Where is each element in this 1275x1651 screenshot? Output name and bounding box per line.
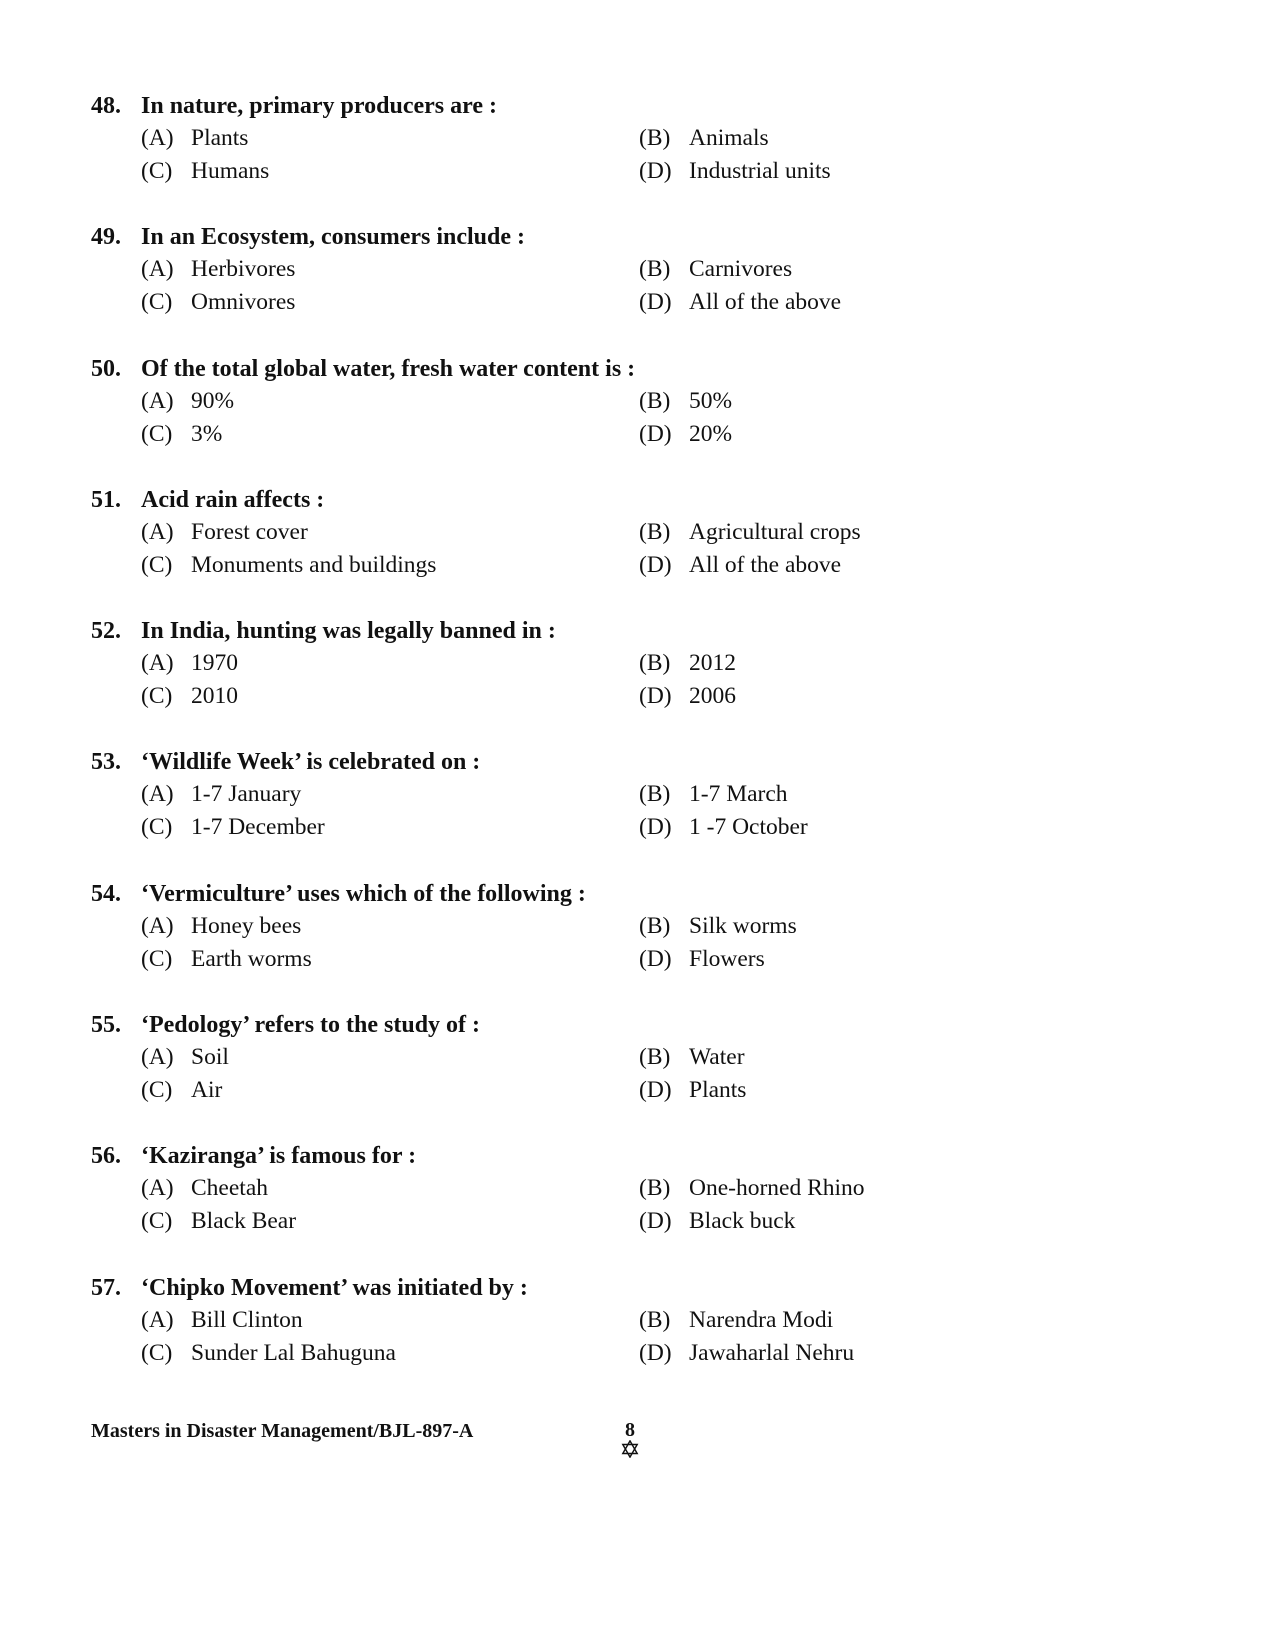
answer-option (141, 910, 639, 943)
question-text: In an Ecosystem, consumers include : (141, 224, 526, 251)
question-number: 55. (91, 1012, 121, 1039)
answer-option (141, 1074, 639, 1107)
option-letter: (D) (639, 1339, 672, 1366)
option-letter: (B) (639, 781, 671, 808)
answer-option (639, 385, 1039, 418)
question-number: 50. (91, 355, 121, 382)
question-heading (91, 91, 1191, 122)
answer-options (141, 122, 1191, 188)
option-letter: (A) (141, 1175, 174, 1202)
question-heading (91, 1141, 1191, 1172)
option-letter: (D) (639, 158, 672, 184)
option-letter: (D) (639, 945, 672, 972)
question-heading (91, 1010, 1191, 1041)
option-letter: (A) (141, 912, 174, 939)
answer-option (639, 1205, 1039, 1238)
question-heading (91, 222, 1191, 253)
option-letter: (A) (141, 387, 174, 414)
question-text: ‘Pedology’ refers to the study of : (141, 1012, 481, 1039)
option-letter: (C) (141, 1339, 173, 1366)
answer-option (639, 516, 1039, 549)
option-letter: (C) (141, 158, 173, 184)
question-text: ‘Vermiculture’ uses which of the following : (141, 880, 586, 907)
question-number: 56. (91, 1143, 121, 1170)
answer-option (141, 253, 639, 286)
option-text: Silk worms (689, 912, 797, 939)
question-text: ‘Wildlife Week’ is celebrated on : (141, 749, 481, 776)
question-item (91, 879, 1191, 1010)
option-text: Soil (191, 1044, 229, 1071)
answer-option (639, 1337, 1039, 1370)
option-text: Forest cover (191, 518, 308, 545)
option-text: Herbivores (191, 256, 296, 283)
question-heading (91, 1273, 1191, 1304)
option-letter: (A) (141, 650, 174, 677)
option-text: Air (191, 1077, 223, 1104)
answer-option (141, 811, 639, 844)
option-text: 2010 (191, 683, 238, 710)
answer-options (141, 1041, 1191, 1107)
answer-option (141, 155, 639, 188)
question-item (91, 1273, 1191, 1404)
answer-option (639, 549, 1039, 582)
answer-option (141, 680, 639, 713)
option-letter: (A) (141, 256, 174, 283)
option-text: All of the above (689, 289, 842, 316)
question-text: Of the total global water, fresh water content is : (141, 355, 636, 382)
question-item (91, 1141, 1191, 1272)
option-letter: (C) (141, 289, 173, 316)
option-text: Jawaharlal Nehru (689, 1339, 855, 1366)
answer-option (141, 647, 639, 680)
question-text: ‘Chipko Movement’ was initiated by : (141, 1274, 528, 1301)
option-text: Flowers (689, 945, 765, 972)
footer-code: Masters in Disaster Management/BJL-897-A (91, 1420, 474, 1442)
answer-option (141, 778, 639, 811)
answer-option (639, 1172, 1039, 1205)
answer-option (639, 286, 1039, 319)
answer-option (141, 516, 639, 549)
option-text: Agricultural crops (689, 518, 861, 545)
option-letter: (D) (639, 420, 672, 447)
question-number: 53. (91, 749, 121, 776)
answer-option (141, 1337, 639, 1370)
answer-option (639, 778, 1039, 811)
option-letter: (B) (639, 1175, 671, 1202)
answer-option (639, 647, 1039, 680)
answer-option (141, 1205, 639, 1238)
answer-options (141, 253, 1191, 319)
answer-options (141, 1304, 1191, 1370)
option-text: Black Bear (191, 1208, 297, 1235)
answer-option (639, 155, 1039, 188)
option-text: Animals (689, 125, 769, 151)
option-text: 1-7 December (191, 814, 325, 841)
answer-options (141, 1172, 1191, 1238)
option-text: 50% (689, 387, 733, 414)
page-number: 8 (625, 1419, 635, 1441)
option-text: 20% (689, 420, 733, 447)
option-letter: (A) (141, 1044, 174, 1071)
option-letter: (D) (639, 683, 672, 710)
option-text: Plants (689, 1077, 747, 1104)
answer-option (141, 1172, 639, 1205)
option-text: Sunder Lal Bahuguna (191, 1339, 396, 1366)
question-heading (91, 354, 1191, 385)
answer-option (639, 1041, 1039, 1074)
question-text: Acid rain affects : (141, 486, 325, 513)
answer-option (639, 1074, 1039, 1107)
option-letter: (D) (639, 289, 672, 316)
answer-option (141, 549, 639, 582)
option-letter: (B) (639, 1044, 671, 1071)
answer-option (639, 1304, 1039, 1337)
option-text: All of the above (689, 551, 842, 578)
option-text: Honey bees (191, 912, 302, 939)
question-number: 52. (91, 618, 121, 645)
option-text: Industrial units (689, 158, 831, 184)
question-item (91, 1010, 1191, 1141)
answer-option (141, 418, 639, 451)
question-text: ‘Kaziranga’ is famous for : (141, 1143, 417, 1170)
option-text: One-horned Rhino (689, 1175, 865, 1202)
option-text: 1-7 January (191, 781, 302, 808)
option-text: 2012 (689, 650, 736, 677)
question-item (91, 616, 1191, 747)
answer-option (639, 811, 1039, 844)
answer-option (141, 385, 639, 418)
question-list (91, 91, 1191, 1404)
option-text: Cheetah (191, 1175, 268, 1202)
answer-options (141, 910, 1191, 976)
option-letter: (C) (141, 814, 173, 841)
option-text: Omnivores (191, 289, 296, 316)
answer-option (639, 910, 1039, 943)
option-letter: (C) (141, 683, 173, 710)
option-letter: (C) (141, 945, 173, 972)
option-text: 1 -7 October (689, 814, 808, 841)
question-number: 51. (91, 486, 121, 513)
question-heading (91, 485, 1191, 516)
option-letter: (D) (639, 1077, 672, 1104)
option-letter: (B) (639, 650, 671, 677)
option-letter: (B) (639, 256, 671, 283)
question-heading (91, 616, 1191, 647)
option-text: Bill Clinton (191, 1306, 303, 1333)
question-number: 48. (91, 93, 121, 119)
option-letter: (C) (141, 1077, 173, 1104)
option-text: Humans (191, 158, 270, 184)
question-item (91, 747, 1191, 878)
option-letter: (A) (141, 125, 174, 151)
option-letter: (B) (639, 1306, 671, 1333)
option-text: Narendra Modi (689, 1306, 834, 1333)
option-letter: (A) (141, 781, 174, 808)
question-heading (91, 747, 1191, 778)
option-text: 1-7 March (689, 781, 788, 808)
answer-option (639, 253, 1039, 286)
option-text: Black buck (689, 1208, 796, 1235)
answer-option (141, 122, 639, 155)
option-letter: (D) (639, 814, 672, 841)
answer-option (639, 122, 1039, 155)
answer-option (639, 943, 1039, 976)
option-letter: (C) (141, 551, 173, 578)
star-of-david-icon (621, 1440, 639, 1458)
answer-options (141, 647, 1191, 713)
option-text: 2006 (689, 683, 736, 710)
answer-option (141, 286, 639, 319)
question-number: 54. (91, 880, 121, 907)
question-text: In India, hunting was legally banned in : (141, 618, 556, 645)
answer-option (141, 943, 639, 976)
option-letter: (B) (639, 518, 671, 545)
option-letter: (D) (639, 1208, 672, 1235)
answer-option (141, 1041, 639, 1074)
option-letter: (C) (141, 1208, 173, 1235)
answer-option (141, 1304, 639, 1337)
question-text: In nature, primary producers are : (141, 93, 497, 119)
option-letter: (B) (639, 912, 671, 939)
option-letter: (C) (141, 420, 173, 447)
option-letter: (B) (639, 387, 671, 414)
option-text: Carnivores (689, 256, 793, 283)
question-number: 49. (91, 224, 121, 251)
answer-option (639, 418, 1039, 451)
option-text: 3% (191, 420, 223, 447)
answer-options (141, 516, 1191, 582)
option-text: Water (689, 1044, 745, 1071)
option-text: Plants (191, 125, 249, 151)
question-heading (91, 879, 1191, 910)
option-text: 1970 (191, 650, 238, 677)
option-text: Earth worms (191, 945, 312, 972)
option-letter: (B) (639, 125, 671, 151)
question-number: 57. (91, 1274, 121, 1301)
option-letter: (A) (141, 1306, 174, 1333)
option-text: 90% (191, 387, 235, 414)
question-item (91, 485, 1191, 616)
answer-options (141, 778, 1191, 844)
option-letter: (A) (141, 518, 174, 545)
option-letter: (D) (639, 551, 672, 578)
question-item (91, 222, 1191, 353)
question-item (91, 354, 1191, 485)
option-text: Monuments and buildings (191, 551, 437, 578)
question-item (91, 91, 1191, 222)
answer-options (141, 385, 1191, 451)
answer-option (639, 680, 1039, 713)
